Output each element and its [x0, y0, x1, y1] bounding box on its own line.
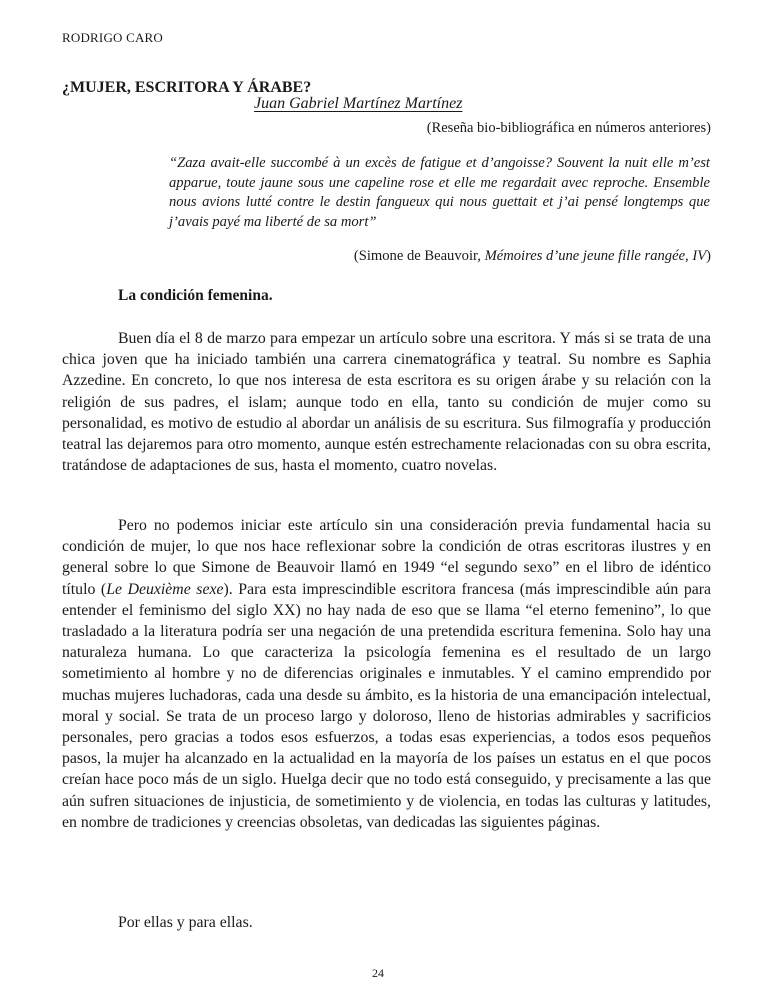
running-head: RODRIGO CARO	[62, 30, 163, 45]
body-paragraph-1: Buen día el 8 de marzo para empezar un artículo sobre una escritora. Y más si se trata de una chica joven que ha iniciado también una carrera cinematográfica y teatral. Su nombre es Saphia Azzedine. En concreto, lo que nos interesa de esta escritora es su origen árabe y su relación con la religión de sus padres, el islam; aunque todo en ella, tanto su condición de mujer como su personalidad, es motivo de estudio al abordar un análisis de su escritura. Sus filmografía y producción teatral las dejaremos para otro momento, aunque estén estrechamente relacionadas con su obra escrita, tratándose de adaptaciones de sus, hasta el momento, cuatro novelas.	[62, 330, 711, 475]
author-name: Juan Gabriel Martínez Martínez	[254, 95, 463, 112]
bio-note: (Reseña bio-bibliográfica en números anteriores)	[426, 120, 711, 136]
epigraph-attribution	[354, 248, 711, 265]
article-title: ¿MUJER, ESCRITORA Y ÁRABE?	[62, 79, 312, 96]
book-title-le-deuxieme-sexe: Le Deuxième sexe	[106, 580, 224, 598]
page-number: 24	[372, 966, 384, 980]
body-paragraph-2	[62, 515, 711, 833]
epigraph-quote: “Zaza avait-elle succombé à un excès de fatigue et d’angoisse? Souvent la nuit elle m’est apparue, toute jaune sous une capeline rose et elle me regardait avec reproche. Ensemble nous avions lutté contre le destin fangueux qui nous guettait et j’ai pensé longtemps que j’avais payé ma liberté de sa mort”	[169, 155, 710, 230]
article-author	[254, 95, 462, 113]
paragraph-2-part-a: Pero no podemos iniciar este artículo sin una consideración previa fundamental hacia su condición de mujer, lo que nos hace reflexionar sobre la condición de otras escritoras ilustres y en general sobre lo que Simone de Beauvoir llamó en 1949 “el segundo sexo” en el libro de idéntico título (	[62, 517, 711, 598]
paragraph-2-part-b: ). Para esta imprescindible escritora francesa (más imprescindible aún para entender el feminismo del siglo XX) no hay nada de eso que se llama “el eterno femenino”, lo que trasladado a la literatura podría ser una negación de una pretendida escritura femenina. Solo hay una naturaleza humana. Lo que caracteriza la psicología femenina es el resultado de un largo sometimiento al hombre y no de diferencias originales e inmutables. Y el camino emprendido por muchas mujeres luchadoras, cada una desde su ámbito, es la historia de una emancipación intelectual, moral y social. Se trata de un proceso largo y doloroso, lleno de historias admirables y sacrificios personales, pero gracias a todos esos esfuerzos, a todas esas experiencias, a todos esos pequeños pasos, la mujer ha alcanzado en la actualidad en la mayoría de los países un estatus en el que pocos creían hace poco más de un siglo. Huelga decir que no todo está conseguido, y precisamente a las que aún sufren situaciones de injusticia, de sometimiento y de violencia, en todas las culturas y latitudes, en nombre de tradiciones y creencias obsoletas, van dedicadas las siguientes páginas.	[62, 580, 712, 831]
attribution-close: )	[706, 248, 711, 264]
section-heading: La condición femenina.	[118, 287, 273, 304]
attribution-open: (Simone de Beauvoir,	[353, 248, 485, 264]
attribution-work-title: Mémoires d’une jeune fille rangée, IV	[484, 248, 707, 264]
body-paragraph-3: Por ellas y para ellas.	[118, 914, 253, 931]
